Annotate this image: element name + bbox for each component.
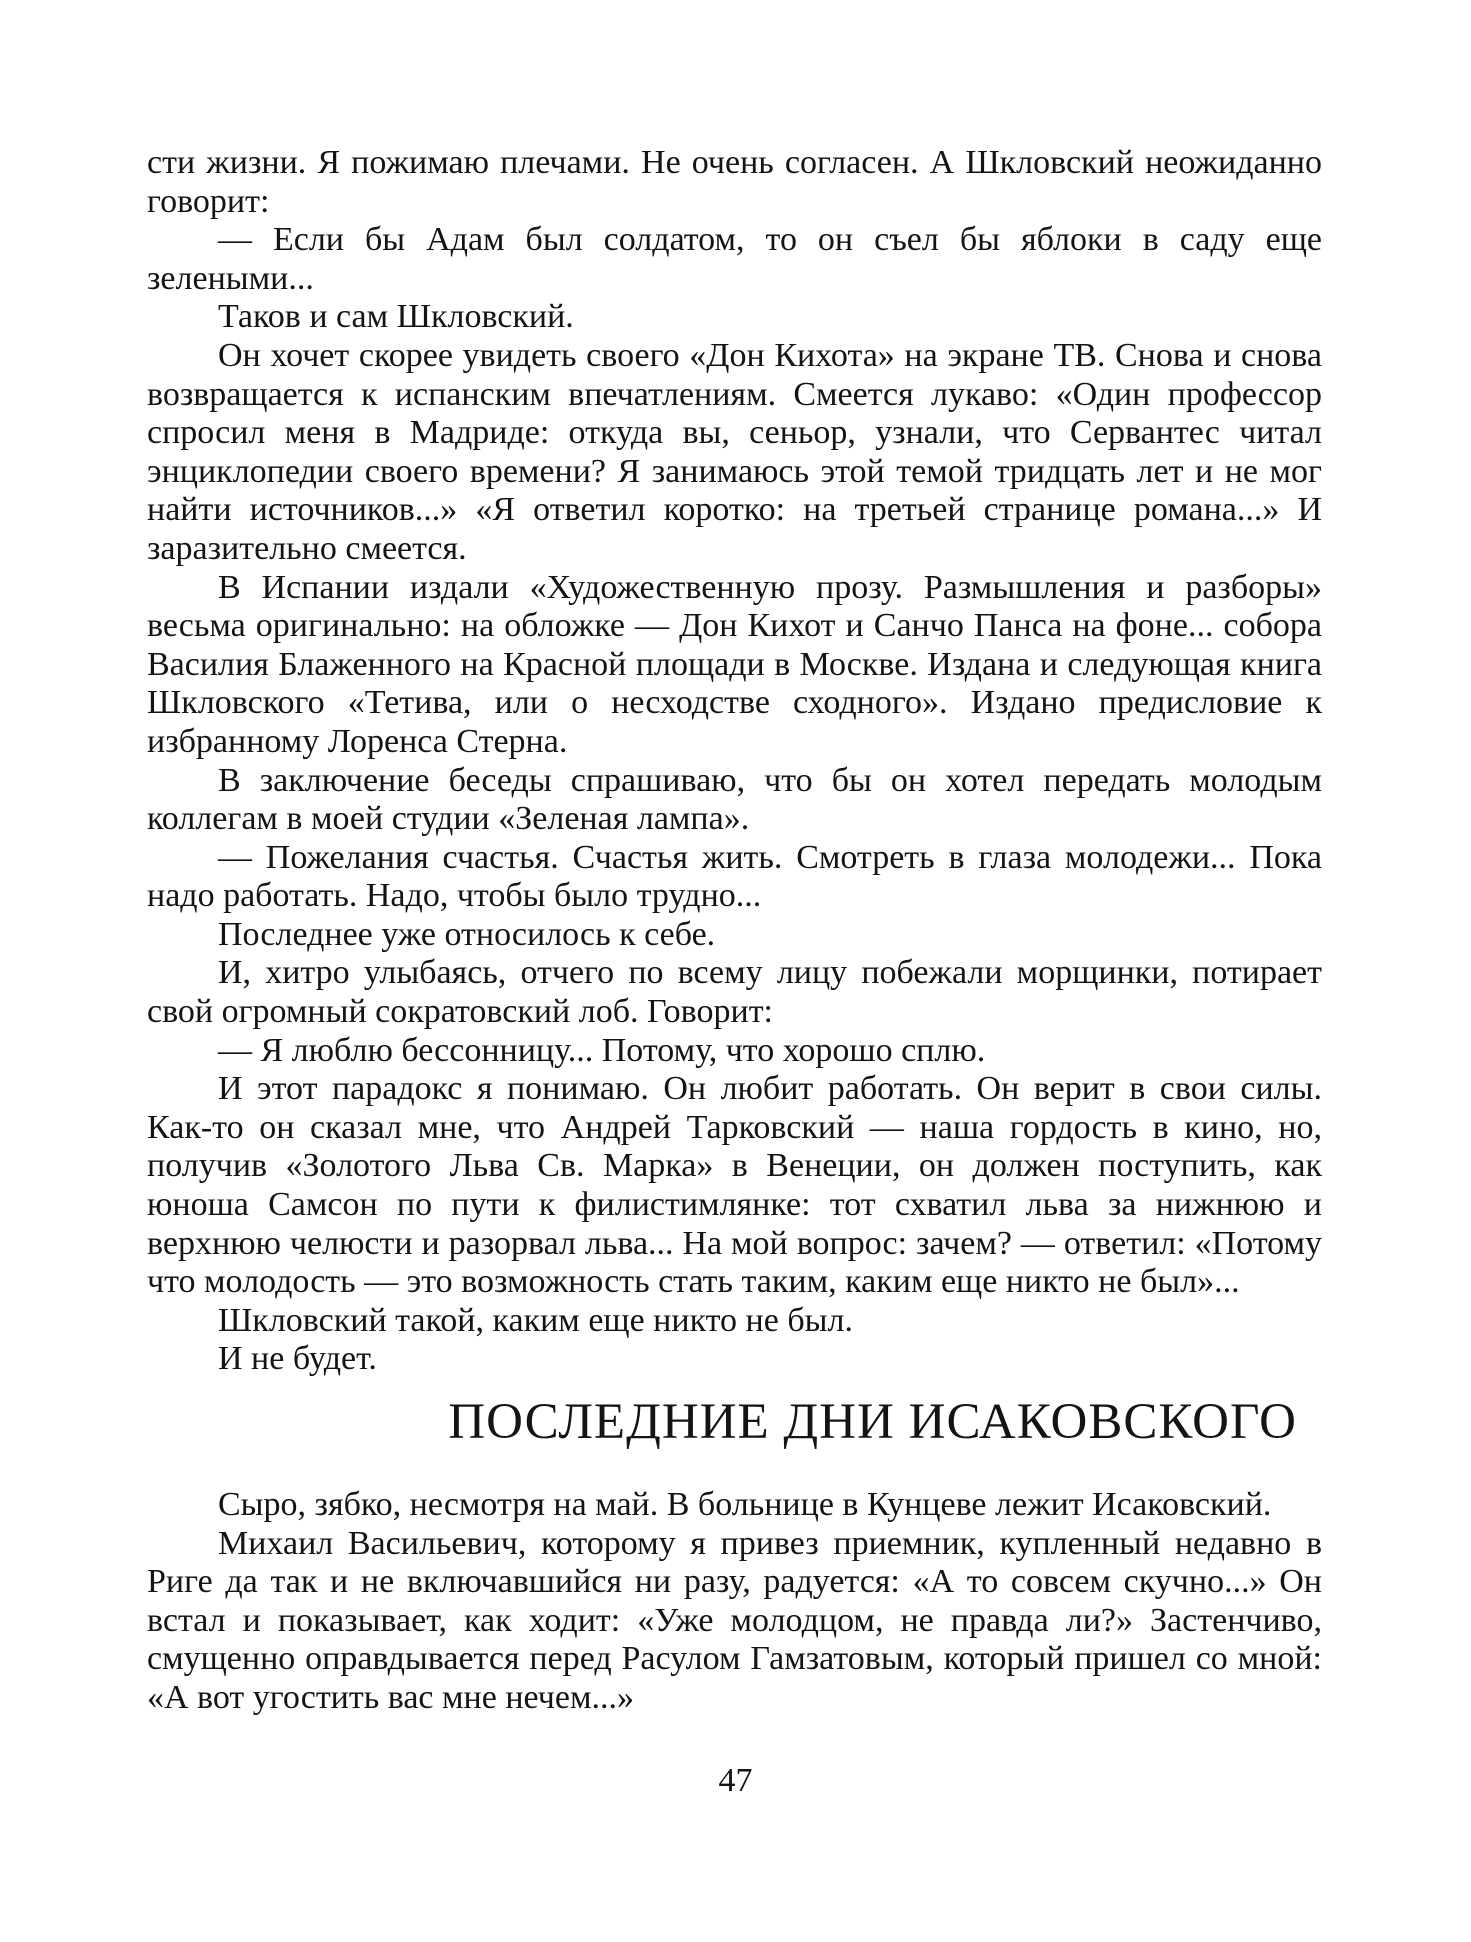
paragraph: В заключение беседы спрашиваю, что бы он хотел передать молодым коллегам в моей студии «Зеленая лампа». — [147, 761, 1322, 838]
chapter-text-section — [147, 1486, 1322, 1718]
paragraph-spain-edition: В Испании издали «Художественную прозу. Размышления и разборы» весьма оригинально: на обложке — Дон Кихот и Санчо Панса на фоне... собора Василия Блаженного на Красной площади в Москве. Издана и следующая книга Шкловского «Тетива, или о несходстве сходного». Издано предисловие к избранному Лоренса Стерна. — [147, 568, 1322, 760]
page-number: 47 — [718, 1762, 753, 1799]
continued-text-section — [147, 144, 1322, 1379]
paragraph-dialogue-insomnia: — Я люблю бессонницу... Потому, что хорошо сплю. — [218, 1031, 986, 1069]
paragraph: Шкловский такой, каким еще никто не был. — [218, 1301, 853, 1339]
paragraph-don-quixote: Он хочет скорее увидеть своего «Дон Кихота» на экране ТВ. Снова и снова возвращается к испанским впечатлениям. Смеется лукаво: «Один профессор спросил меня в Мадриде: откуда вы, сеньор, узнали, что Сервантес читал энциклопедии своего времени? Я занимаюсь этой темой тридцать лет и не мог найти источников...» «Я ответил коротко: на третьей странице романа...» И заразительно смеется. — [147, 336, 1322, 567]
paragraph-paradox: И этот парадокс я понимаю. Он любит работать. Он верит в свои силы. Как-то он сказал мне, что Андрей Тарковский — наша гордость в кино, но, получив «Золотого Льва Св. Марка» в Венеции, он должен поступить, как юноша Самсон по пути к филистимлянке: тот схватил льва за нижнюю и верхнюю челюсти и разорвал льва... На мой вопрос: зачем? — ответил: «Потому что молодость — это возможность стать таким, каким еще никто не был»... — [147, 1070, 1322, 1301]
paragraph-dialogue-adam: — Если бы Адам был солдатом, то он съел бы яблоки в саду еще зелеными... — [147, 221, 1322, 297]
paragraph-dialogue-wishes: — Пожелания счастья. Счастья жить. Смотреть в глаза молодежи... Пока надо работать. Надо, чтобы было трудно... — [147, 838, 1322, 915]
chapter-title: ПОСЛЕДНИЕ ДНИ ИСАКОВСКОГО — [448, 1394, 1297, 1450]
paragraph: Михаил Васильевич, которому я привез приемник, купленный недавно в Риге да так и не включавшийся ни разу, радуется: «А то совсем скучно...» Он встал и показывает, как ходит: «Уже молодцом, не правда ли?» Застенчиво, смущенно оправдывается перед Расулом Гамзатовым, который пришел со мной: «А вот угостить вас мне нечем...» — [147, 1524, 1322, 1716]
paragraph: Сыро, зябко, несмотря на май. В больнице в Кунцеве лежит Исаковский. — [218, 1486, 1272, 1523]
paragraph: И, хитро улыбаясь, отчего по всему лицу побежали морщинки, потирает свой огромный сократовский лоб. Говорит: — [147, 954, 1322, 1031]
paragraph: Таков и сам Шкловский. — [218, 298, 574, 336]
paragraph-continued: сти жизни. Я пожимаю плечами. Не очень согласен. А Шкловский неожиданно говорит: — [147, 144, 1322, 220]
paragraph: Последнее уже относилось к себе. — [218, 915, 716, 953]
paragraph: И не будет. — [218, 1340, 377, 1378]
